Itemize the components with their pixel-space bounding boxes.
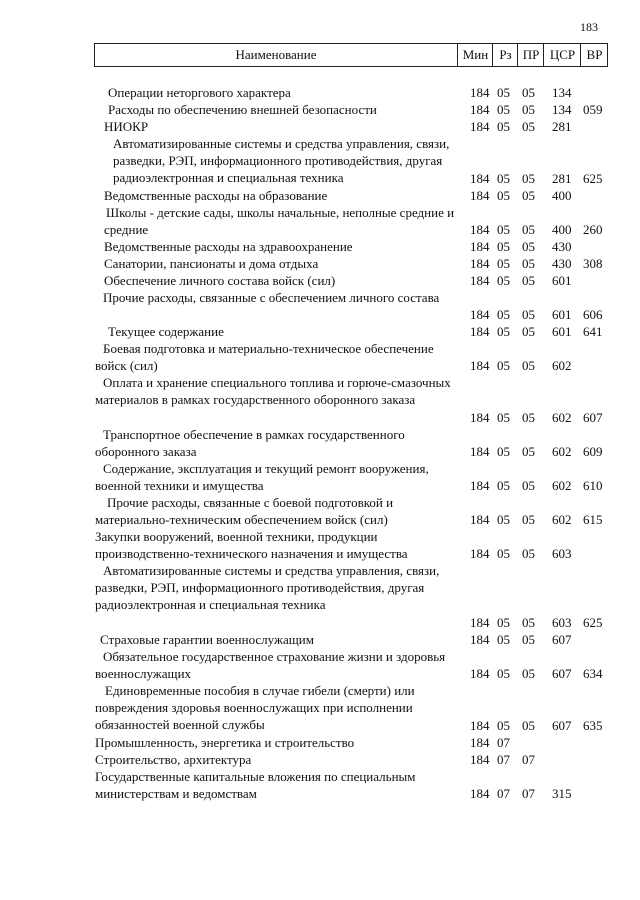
row-codes xyxy=(0,511,640,528)
row-pr: 07 xyxy=(522,786,535,801)
row-csr: 602 xyxy=(552,410,572,425)
row-csr: 281 xyxy=(552,119,572,134)
row-vr: 635 xyxy=(583,718,603,733)
row-vr: 641 xyxy=(583,324,603,339)
row-csr: 602 xyxy=(552,444,572,459)
row-csr: 134 xyxy=(552,102,572,117)
row-codes xyxy=(0,665,640,682)
row-codes xyxy=(0,272,640,289)
row-name: Автоматизированные системы и средства управления, связи, разведки, РЭП, информационного противодействия, другая радиоэлектронная и специальная техника xyxy=(95,563,440,612)
row-csr: 602 xyxy=(552,512,572,527)
row-pr: 05 xyxy=(522,324,535,339)
table-row xyxy=(0,528,640,562)
table-row xyxy=(0,682,640,734)
row-name: Обязательное государственное страхование жизни и здоровья военнослужащих xyxy=(95,649,446,681)
row-rz: 05 xyxy=(497,410,510,425)
row-rz: 05 xyxy=(497,239,510,254)
row-rz: 05 xyxy=(497,171,510,186)
table-row xyxy=(0,118,640,135)
row-name: Боевая подготовка и материально-техническое обеспечение войск (сил) xyxy=(95,341,434,373)
row-rz: 05 xyxy=(497,632,510,647)
row-csr: 315 xyxy=(552,786,572,801)
row-csr: 400 xyxy=(552,222,572,237)
row-pr: 05 xyxy=(522,171,535,186)
row-codes xyxy=(0,409,640,426)
row-codes xyxy=(0,614,640,631)
header-name: Наименование xyxy=(235,47,317,62)
row-min: 184 xyxy=(470,324,490,339)
row-min: 184 xyxy=(470,735,490,750)
row-name: Ведомственные расходы на здравоохранение xyxy=(104,239,353,254)
row-vr: 606 xyxy=(583,307,603,322)
row-name: Единовременные пособия в случае гибели (смерти) или повреждения здоровья военнослужащих при исполнении обязанностей военной службы xyxy=(95,683,415,732)
row-min: 184 xyxy=(470,239,490,254)
row-min: 184 xyxy=(470,786,490,801)
row-name: Обеспечение личного состава войск (сил) xyxy=(104,273,336,288)
row-rz: 05 xyxy=(497,478,510,493)
row-name: Прочие расходы, связанные с обеспечением личного состава xyxy=(103,290,440,305)
row-min: 184 xyxy=(470,358,490,373)
row-codes xyxy=(0,238,640,255)
row-codes xyxy=(0,631,640,648)
table-row xyxy=(0,255,640,272)
page-number: 183 xyxy=(580,20,598,34)
row-rz: 05 xyxy=(497,188,510,203)
row-rz: 05 xyxy=(497,256,510,271)
row-rz: 07 xyxy=(497,752,510,767)
row-rz: 05 xyxy=(497,666,510,681)
row-csr: 400 xyxy=(552,188,572,203)
table-row xyxy=(0,631,640,648)
row-name: Операции неторгового характера xyxy=(108,85,291,100)
row-vr: 625 xyxy=(583,615,603,630)
row-min: 184 xyxy=(470,546,490,561)
row-csr: 430 xyxy=(552,239,572,254)
row-rz: 05 xyxy=(497,358,510,373)
row-pr: 05 xyxy=(522,273,535,288)
row-codes xyxy=(0,477,640,494)
row-rz: 05 xyxy=(497,273,510,288)
row-codes xyxy=(0,118,640,135)
row-min: 184 xyxy=(470,752,490,767)
header-min: Мин xyxy=(457,44,493,66)
row-codes xyxy=(0,84,640,101)
row-codes xyxy=(0,255,640,272)
row-vr: 609 xyxy=(583,444,603,459)
table-row xyxy=(0,272,640,289)
row-vr: 625 xyxy=(583,171,603,186)
row-codes xyxy=(0,443,640,460)
row-min: 184 xyxy=(470,718,490,733)
row-vr: 607 xyxy=(583,410,603,425)
row-rz: 05 xyxy=(497,615,510,630)
row-name: Страховые гарантии военнослужащим xyxy=(100,632,314,647)
row-min: 184 xyxy=(470,273,490,288)
header-csr: ЦСР xyxy=(543,44,581,66)
row-csr: 281 xyxy=(552,171,572,186)
row-pr: 05 xyxy=(522,222,535,237)
table-row xyxy=(0,374,640,426)
row-min: 184 xyxy=(470,102,490,117)
row-csr: 601 xyxy=(552,324,572,339)
table-header xyxy=(94,43,608,67)
row-codes xyxy=(0,785,640,802)
row-codes xyxy=(0,751,640,768)
row-csr: 134 xyxy=(552,85,572,100)
row-pr: 05 xyxy=(522,256,535,271)
table-row xyxy=(0,238,640,255)
row-name: НИОКР xyxy=(104,119,149,134)
row-codes xyxy=(0,306,640,323)
row-pr: 05 xyxy=(522,718,535,733)
row-pr: 05 xyxy=(522,85,535,100)
row-pr: 05 xyxy=(522,478,535,493)
table-row xyxy=(0,84,640,101)
table-row xyxy=(0,101,640,118)
header-rz: Рз xyxy=(492,44,518,66)
row-pr: 05 xyxy=(522,307,535,322)
row-pr: 05 xyxy=(522,119,535,134)
row-csr: 603 xyxy=(552,546,572,561)
row-codes xyxy=(0,717,640,734)
row-min: 184 xyxy=(470,188,490,203)
row-rz: 05 xyxy=(497,307,510,322)
row-pr: 05 xyxy=(522,188,535,203)
row-name: Прочие расходы, связанные с боевой подготовкой и материально-техническим обеспечением войск (сил) xyxy=(95,495,394,527)
row-codes xyxy=(0,170,640,187)
row-rz: 05 xyxy=(497,546,510,561)
row-vr: 610 xyxy=(583,478,603,493)
row-name: Промышленность, энергетика и строительство xyxy=(95,735,355,750)
table-row xyxy=(0,323,640,340)
row-name: Закупки вооружений, военной техники, продукции производственно-технического назначения и имущества xyxy=(95,529,408,561)
row-name: Строительство, архитектура xyxy=(95,752,252,767)
row-rz: 05 xyxy=(497,718,510,733)
row-rz: 05 xyxy=(497,444,510,459)
row-pr: 07 xyxy=(522,752,535,767)
row-codes xyxy=(0,323,640,340)
row-pr: 05 xyxy=(522,444,535,459)
table-row xyxy=(0,562,640,631)
row-name: Текущее содержание xyxy=(108,324,224,339)
row-codes xyxy=(0,187,640,204)
header-vr: ВР xyxy=(580,44,608,66)
header-pr: ПР xyxy=(517,44,544,66)
row-name: Расходы по обеспечению внешней безопасности xyxy=(108,102,377,117)
row-pr: 05 xyxy=(522,410,535,425)
row-vr: 260 xyxy=(583,222,603,237)
table-row xyxy=(0,734,640,751)
row-rz: 05 xyxy=(497,512,510,527)
row-csr: 607 xyxy=(552,666,572,681)
row-rz: 07 xyxy=(497,735,510,750)
row-pr: 05 xyxy=(522,102,535,117)
row-pr: 05 xyxy=(522,666,535,681)
table-row xyxy=(0,494,640,528)
row-csr: 601 xyxy=(552,273,572,288)
row-name: Автоматизированные системы и средства управления, связи, разведки, РЭП, информационного противодействия, другая радиоэлектронная и специальная техника xyxy=(113,136,450,185)
row-name: Ведомственные расходы на образование xyxy=(104,188,328,203)
table-row xyxy=(0,289,640,323)
row-min: 184 xyxy=(470,666,490,681)
row-min: 184 xyxy=(470,615,490,630)
row-pr: 05 xyxy=(522,546,535,561)
row-min: 184 xyxy=(470,307,490,322)
row-name: Школы - детские сады, школы начальные, неполные средние и средние xyxy=(104,205,455,237)
table-row xyxy=(0,204,640,238)
row-min: 184 xyxy=(470,222,490,237)
row-vr: 634 xyxy=(583,666,603,681)
table-row xyxy=(0,135,640,187)
row-pr: 05 xyxy=(522,239,535,254)
row-pr: 05 xyxy=(522,615,535,630)
row-csr: 607 xyxy=(552,632,572,647)
row-min: 184 xyxy=(470,478,490,493)
row-min: 184 xyxy=(470,444,490,459)
row-vr: 059 xyxy=(583,102,603,117)
table-row xyxy=(0,426,640,460)
row-rz: 07 xyxy=(497,786,510,801)
row-rz: 05 xyxy=(497,85,510,100)
row-csr: 430 xyxy=(552,256,572,271)
row-csr: 601 xyxy=(552,307,572,322)
row-vr: 615 xyxy=(583,512,603,527)
row-pr: 05 xyxy=(522,632,535,647)
row-name: Содержание, эксплуатация и текущий ремонт вооружения, военной техники и имущества xyxy=(95,461,429,493)
row-name: Оплата и хранение специального топлива и горюче-смазочных материалов в рамках государственного оборонного заказа xyxy=(95,375,451,407)
row-min: 184 xyxy=(470,171,490,186)
row-min: 184 xyxy=(470,512,490,527)
row-codes xyxy=(0,545,640,562)
table-row xyxy=(0,187,640,204)
row-csr: 602 xyxy=(552,478,572,493)
row-rz: 05 xyxy=(497,119,510,134)
table-row xyxy=(0,340,640,374)
row-name: Санатории, пансионаты и дома отдыха xyxy=(104,256,319,271)
row-min: 184 xyxy=(470,85,490,100)
row-name: Государственные капитальные вложения по специальным министерствам и ведомствам xyxy=(95,769,416,801)
table-row xyxy=(0,768,640,802)
row-codes xyxy=(0,221,640,238)
row-codes xyxy=(0,357,640,374)
row-vr: 308 xyxy=(583,256,603,271)
row-csr: 602 xyxy=(552,358,572,373)
row-pr: 05 xyxy=(522,512,535,527)
row-min: 184 xyxy=(470,632,490,647)
table-row xyxy=(0,751,640,768)
row-min: 184 xyxy=(470,410,490,425)
table-row xyxy=(0,460,640,494)
row-csr: 607 xyxy=(552,718,572,733)
row-rz: 05 xyxy=(497,324,510,339)
row-csr: 603 xyxy=(552,615,572,630)
row-min: 184 xyxy=(470,256,490,271)
table-row xyxy=(0,648,640,682)
row-pr: 05 xyxy=(522,358,535,373)
row-min: 184 xyxy=(470,119,490,134)
row-rz: 05 xyxy=(497,102,510,117)
row-rz: 05 xyxy=(497,222,510,237)
row-name: Транспортное обеспечение в рамках государственного оборонного заказа xyxy=(95,427,405,459)
row-codes xyxy=(0,101,640,118)
row-codes xyxy=(0,734,640,751)
